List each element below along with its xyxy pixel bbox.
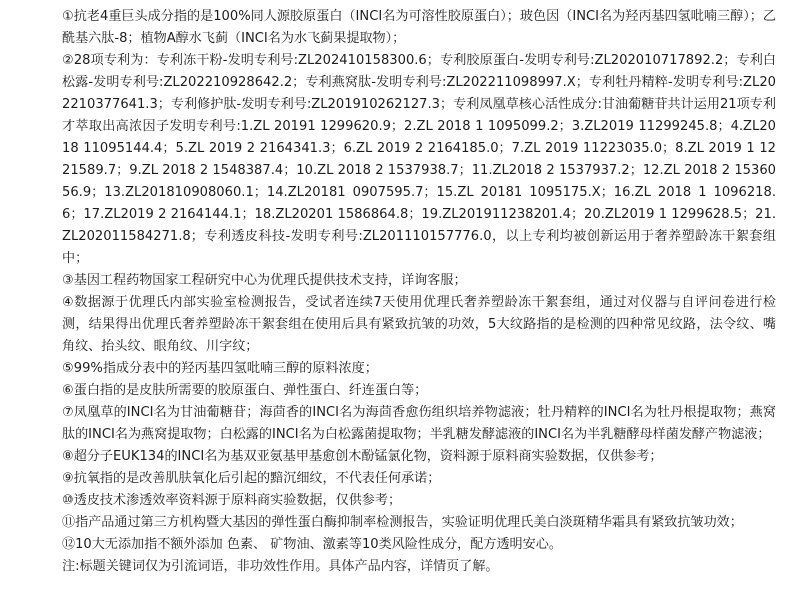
footnote-third-party-test: ⑪指产品通过第三方机构暨大基因的弹性蛋白酶抑制率检测报告，实验证明优理氏美白淡斑精华霜具有紧致抗皱功效； [62, 515, 743, 530]
footnote-title-keywords: 注:标题关键词仅为引流词语，非功效性作用。具体产品内容，详情页了解。 [62, 559, 499, 574]
footnote-concentration: ⑤99%指成分表中的羟丙基四氢吡喃三醇的原料浓度； [62, 361, 378, 376]
footnote-lab-test-report: ④数据源于优理氏内部实验室检测报告，受试者连续7天使用优理氏奢养塑龄冻干絮套组，通过对仪器与自评问卷进行检测，结果得出优理氏奢养塑龄冻干絮套组在使用后具有紧致抗皱的功效，5大纹路指的是检测的四种常见纹路，法令纹、嘴角纹、抬头纹、眼角纹、川字纹； [62, 295, 776, 354]
footnote-protein: ⑥蛋白指的是皮肤所需要的胶原蛋白、弹性蛋白、纤连蛋白等； [62, 383, 428, 398]
footnote-patents: ②28项专利为：专利冻干粉-发明专利号:ZL202410158300.6；专利胶原蛋白-发明专利号:ZL202010717892.2；专利白松露-发明专利号:ZL202210928642.2；专利燕窝肽-发明专利号:ZL202211098997.X；专利牡丹精粹-发明专利号:ZL202210377641.3；专利修护肽-发明专利号:ZL201910262127.3；专利凤凰草核心活性成分:甘油葡糖苷共计运用21项专利才萃取出高浓因子发明专利号:1.ZL 20191 1299620.9；2.ZL 2018 1 1095099.2；3.ZL2019 11299245.8；4.ZL2018 11095144.4；5.ZL 2019 2 2164341.3；6.ZL 2019 2 2164185.0；7.ZL 2019 11223035.0；8.ZL 2019 1 1221589.7；9.ZL 2018 2 1548387.4；10.ZL 2018 2 1537938.7；11.ZL2018 2 1537937.2；12.ZL 2018 2 1536056.9；13.ZL201810908060.1；14.ZL20181 0907595.7；15.ZL 20181 1095175.X；16.ZL 2018 1 1096218.6；17.ZL2019 2 2164144.1；18.ZL20201 1586864.8；19.ZL201911238201.4；20.ZL2019 1 1299628.5；21.ZL202011584271.8；专利透皮科技-发明专利号:ZL201110157776.0，以上专利均被创新运用于奢养塑龄冻干絮套组中； [62, 53, 776, 266]
footnote-list [62, 6, 776, 578]
footnote-transdermal: ⑩透皮技术渗透效率资料源于原料商实验数据，仅供参考； [62, 493, 402, 508]
footnote-inci-names: ⑦凤凰草的INCI名为甘油葡糖苷；海茴香的INCI名为海茴香愈伤组织培养物滤液；牡丹精粹的INCI名为牡丹根提取物；燕窝肽的INCI名为燕窝提取物；白松露的INCI名为白松露菌提取物；半乳糖发酵滤液的INCI名为半乳糖酵母样菌发酵产物滤液； [62, 405, 776, 442]
footnote-no-additives: ⑫10大无添加指不额外添加 色素、 矿物油、激素等10类风险性成分，配方透明安心。 [62, 537, 562, 552]
footnote-antioxidant: ⑨抗氧指的是改善肌肤氧化后引起的黯沉细纹，不代表任何承诺； [62, 471, 441, 486]
footnote-euk134: ⑧超分子EUK134的INCI名为基双亚氨基甲基愈创木酚锰氯化物，资料源于原料商实验数据，仅供参考； [62, 449, 663, 464]
footnote-technical-support: ③基因工程药物国家工程研究中心为优理氏提供技术支持，详询客服； [62, 273, 467, 288]
footnote-anti-aging-ingredients: ①抗老4重巨头成分指的是100%同人源胶原蛋白（INCI名为可溶性胶原蛋白）；玻色因（INCI名为羟丙基四氢吡喃三醇）；乙酰基六肽-8；植物A醇水飞蓟（INCI名为水飞蓟果提取物）； [62, 9, 776, 46]
